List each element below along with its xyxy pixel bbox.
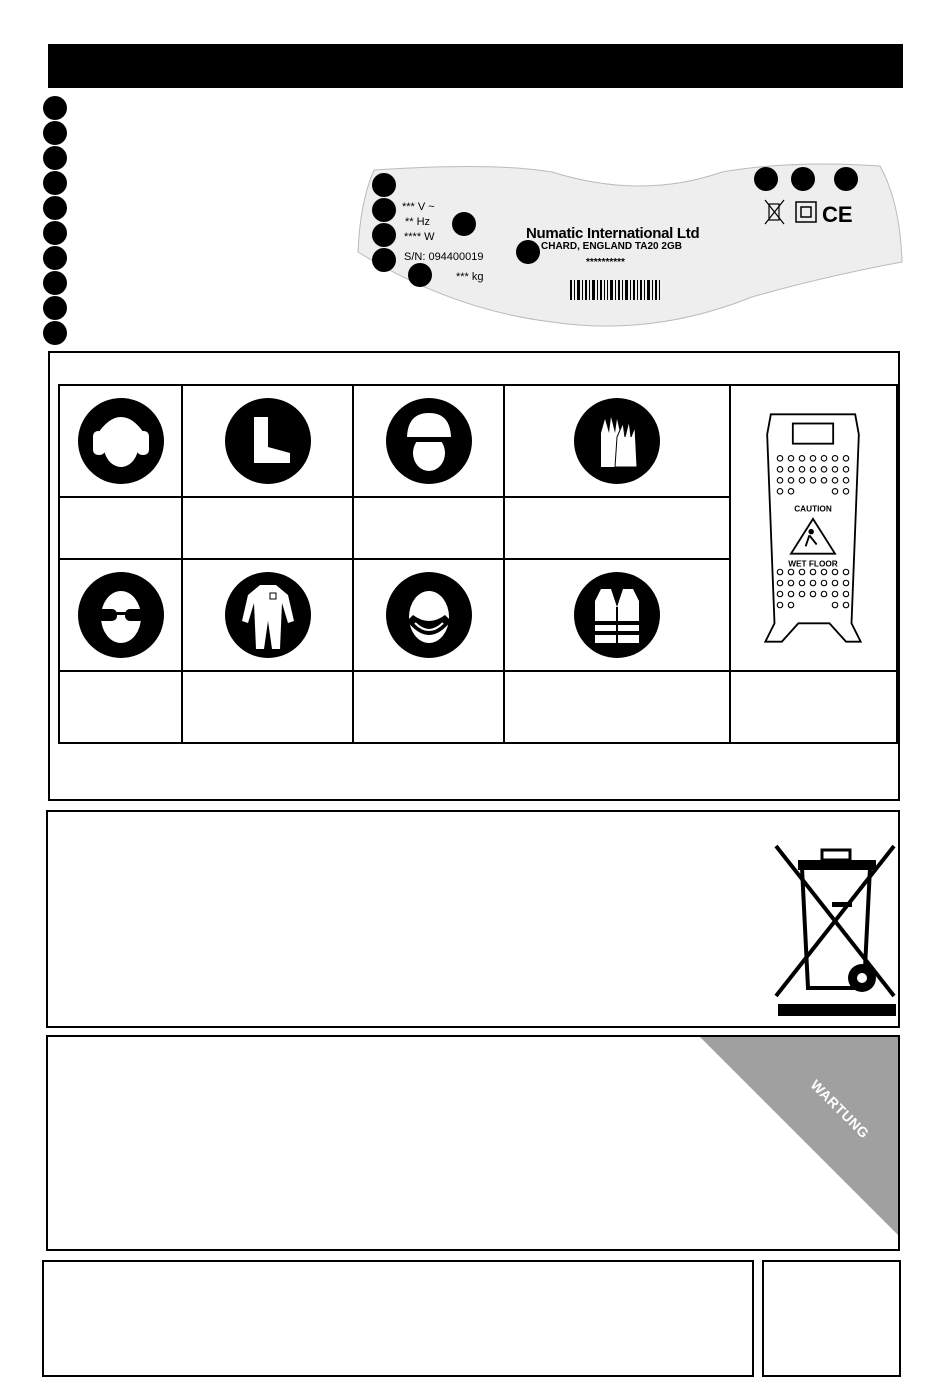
- safety-glasses-icon: [77, 571, 165, 659]
- company-name: Numatic International Ltd: [526, 225, 700, 242]
- callout-dot: [43, 296, 67, 320]
- ppe-cell: [504, 559, 730, 671]
- hard-hat-icon: [385, 397, 473, 485]
- ppe-label-cell: [353, 497, 504, 559]
- wet-floor-sign-icon: [758, 399, 868, 657]
- overalls-icon: [224, 571, 312, 659]
- ppe-label-cell: [59, 671, 182, 743]
- ppe-label-cell: [504, 671, 730, 743]
- callout-dot: [372, 173, 396, 197]
- callout-dot: [372, 223, 396, 247]
- callout-dot: [452, 212, 476, 236]
- safety-boots-icon: [224, 397, 312, 485]
- callout-dot: [43, 121, 67, 145]
- callout-dot: [791, 167, 815, 191]
- voltage-value: *** V ~: [402, 201, 435, 213]
- ppe-cell: [182, 559, 353, 671]
- hi-vis-vest-icon: [573, 571, 661, 659]
- ce-mark-icon: CE: [822, 202, 853, 227]
- ppe-cell: [182, 385, 353, 497]
- dust-mask-icon: [385, 571, 473, 659]
- page-number-box: [762, 1260, 901, 1377]
- callout-dot: [43, 171, 67, 195]
- callout-dot: [372, 248, 396, 272]
- ppe-label-cell: [353, 671, 504, 743]
- callout-dot: [43, 246, 67, 270]
- caution-label: CAUTION: [794, 504, 833, 514]
- company-address: CHARD, ENGLAND TA20 2GB: [541, 241, 682, 252]
- callout-dot: [43, 321, 67, 345]
- callout-dot: [372, 198, 396, 222]
- power-value: **** W: [404, 231, 435, 243]
- ppe-cell: [59, 559, 182, 671]
- ppe-cell: [504, 385, 730, 497]
- callout-dot: [43, 271, 67, 295]
- callout-dot: [516, 240, 540, 264]
- ear-protection-icon: [77, 397, 165, 485]
- maintenance-section: [46, 1035, 900, 1251]
- callout-dot: [834, 167, 858, 191]
- callout-dot: [43, 146, 67, 170]
- header-bar: [48, 44, 903, 88]
- callout-dot: [43, 96, 67, 120]
- ppe-label-cell: [182, 497, 353, 559]
- ppe-cell: [353, 385, 504, 497]
- weight-value: *** kg: [456, 271, 484, 283]
- wet-floor-label: WET FLOOR: [788, 559, 839, 569]
- crossed-out-wheelie-bin-icon: [772, 838, 902, 1018]
- ppe-cell: [59, 385, 182, 497]
- ppe-label-cell: [504, 497, 730, 559]
- gloves-icon: [573, 397, 661, 485]
- serial-number: S/N: 094400019: [404, 251, 484, 263]
- callout-dot: [408, 263, 432, 287]
- sign-cell: [730, 385, 897, 671]
- section-tab-label: WARTUNG: [807, 1076, 873, 1142]
- callout-dot: [43, 196, 67, 220]
- frequency-value: ** Hz: [405, 216, 431, 228]
- callout-dot: [754, 167, 778, 191]
- ppe-label-cell: [182, 671, 353, 743]
- ppe-label-cell: [59, 497, 182, 559]
- ppe-cell: [353, 559, 504, 671]
- footer-box: [42, 1260, 754, 1377]
- ppe-table: [58, 384, 898, 744]
- star-code: **********: [586, 257, 625, 268]
- callout-dot: [43, 221, 67, 245]
- ppe-label-cell: [730, 671, 897, 743]
